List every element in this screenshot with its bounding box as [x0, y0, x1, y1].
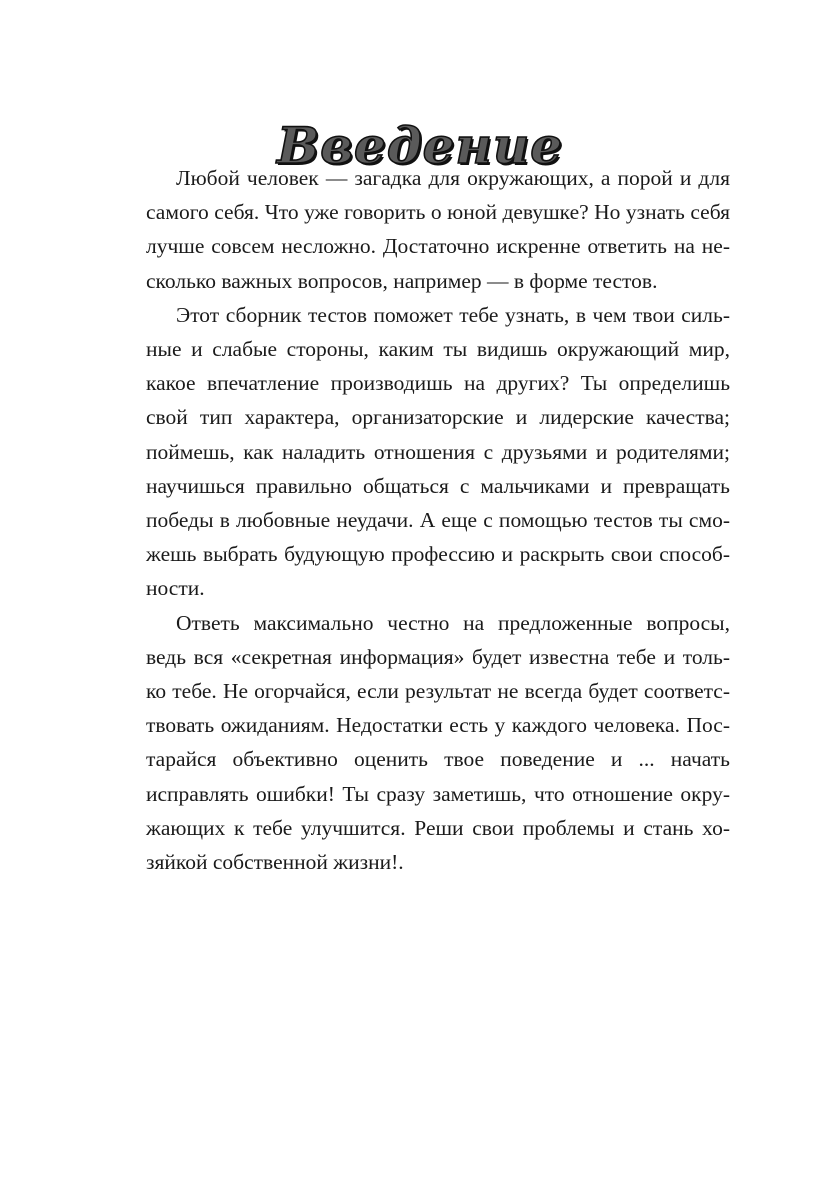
text-line: ности. — [146, 576, 205, 601]
text-line: поймешь, как наладить отношения с друзьями и родителями; — [146, 439, 730, 464]
text-line: какое впечатление производишь на других? Ты определишь — [146, 371, 730, 396]
text-line: научишься правильно общаться с мальчиками и превращать — [146, 473, 730, 498]
text-line: исправлять ошибки! Ты сразу заметишь, что отношение окру- — [146, 781, 730, 806]
text-line: ные и слабые стороны, каким ты видишь окружающий мир, — [146, 337, 730, 362]
paragraph-3 — [116, 606, 730, 880]
text-line: ведь вся «секретная информация» будет известна тебе и толь- — [146, 644, 730, 669]
text-line: Ответь максимально честно на предложенные вопросы, — [176, 610, 730, 635]
text-line: Любой человек — загадка для окружающих, а порой и для — [176, 166, 730, 190]
text-line: свой тип характера, организаторские и лидерские качества; — [146, 405, 730, 430]
body-text — [116, 161, 730, 879]
text-line: жающих к тебе улучшится. Реши свои проблемы и стань хо- — [146, 815, 730, 840]
text-line: победы в любовные неудачи. А еще с помощью тестов ты смо- — [146, 508, 730, 533]
text-line: лучше совсем несложно. Достаточно искренне ответить на не- — [146, 234, 730, 259]
paragraph-2 — [116, 298, 730, 606]
text-line: твовать ожиданиям. Недостатки есть у каждого человека. Пос- — [146, 713, 730, 738]
page-title: Введение — [276, 115, 564, 175]
text-line: Этот сборник тестов поможет тебе узнать, в чем твои силь- — [176, 302, 730, 327]
paragraph-1 — [116, 161, 730, 298]
text-line: зяйкой собственной жизни!. — [146, 850, 404, 875]
text-line: самого себя. Что уже говорить о юной девушке? Но узнать себя — [146, 200, 730, 225]
text-line: жешь выбрать будующую профессию и раскрыть свои способ- — [146, 542, 730, 567]
text-line: тарайся объективно оценить твое поведение и ... начать — [146, 747, 730, 772]
text-line: сколько важных вопросов, например — в форме тестов. — [146, 268, 658, 293]
text-line: ко тебе. Не огорчайся, если результат не всегда будет соответс- — [146, 679, 730, 704]
